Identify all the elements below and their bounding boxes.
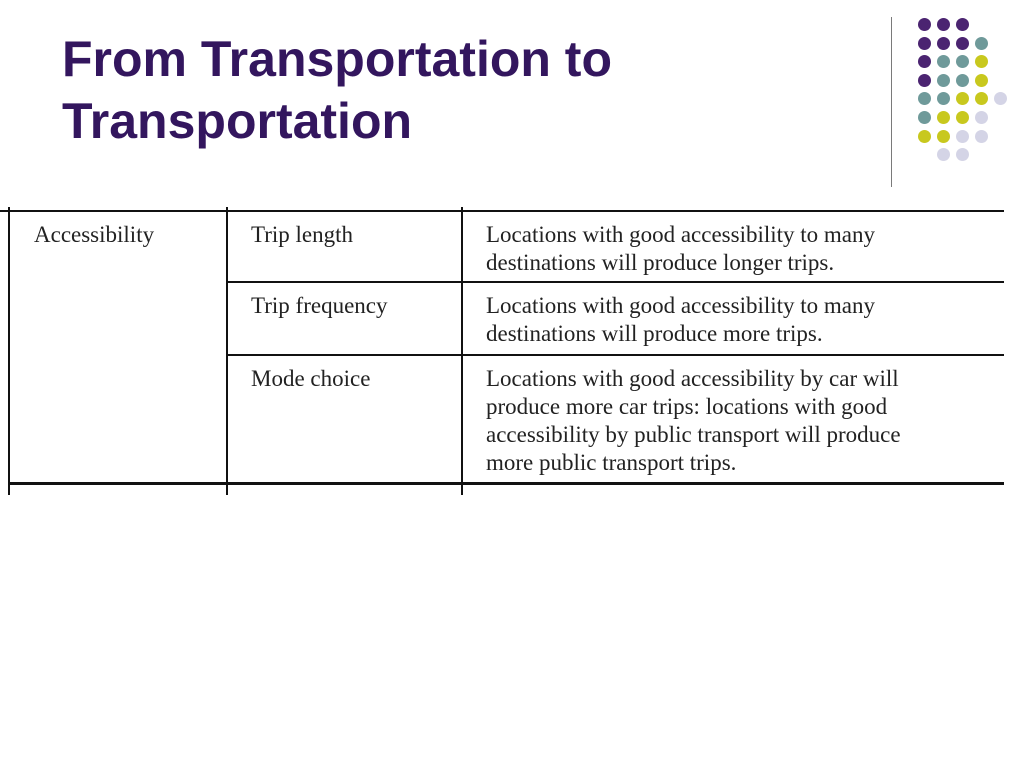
decorative-dot xyxy=(918,92,931,105)
decorative-dot xyxy=(918,18,931,31)
decorative-dot xyxy=(975,130,988,143)
decorative-dot xyxy=(937,18,950,31)
effect-line: Locations with good accessibility to many xyxy=(486,222,876,247)
decorative-dot xyxy=(956,18,969,31)
factor-cell-trip-frequency: Trip frequency xyxy=(251,293,388,318)
column-rule-3 xyxy=(461,207,463,495)
table-top-rule xyxy=(0,210,1004,212)
decorative-dot xyxy=(937,148,950,161)
effect-cell-trip-length xyxy=(486,221,875,277)
decorative-dot xyxy=(956,74,969,87)
effect-cell-trip-frequency xyxy=(486,292,875,348)
effect-line: accessibility by public transport will produce xyxy=(486,422,901,447)
decorative-dot xyxy=(956,37,969,50)
effect-line: more public transport trips. xyxy=(486,450,737,475)
effect-line: destinations will produce more trips. xyxy=(486,321,823,346)
decorative-dot xyxy=(937,92,950,105)
decorative-dot xyxy=(937,37,950,50)
decorative-dot xyxy=(975,111,988,124)
row-divider-2 xyxy=(227,354,1004,356)
decorative-dot xyxy=(975,92,988,105)
accessibility-table xyxy=(0,207,1004,497)
factor-cell-mode-choice: Mode choice xyxy=(251,366,371,391)
decorative-dot xyxy=(956,148,969,161)
decorative-dot xyxy=(937,111,950,124)
decorative-dot xyxy=(994,92,1007,105)
factor-cell-trip-length: Trip length xyxy=(251,222,354,247)
decorative-dot xyxy=(975,37,988,50)
decorative-dot xyxy=(956,92,969,105)
decorative-dot xyxy=(937,74,950,87)
decorative-dot xyxy=(937,130,950,143)
decorative-dot-grid xyxy=(0,0,1024,200)
decorative-dot xyxy=(956,130,969,143)
slide-title-line-1: From Transportation to xyxy=(62,31,612,87)
decorative-dot xyxy=(937,55,950,68)
decorative-dot xyxy=(975,55,988,68)
effect-cell-mode-choice xyxy=(486,365,901,477)
column-rule-2 xyxy=(226,207,228,495)
decorative-dot xyxy=(918,37,931,50)
decorative-dot xyxy=(956,55,969,68)
column-rule-left xyxy=(8,207,10,495)
table-bottom-rule xyxy=(8,482,1004,485)
decorative-dot xyxy=(918,111,931,124)
effect-line: destinations will produce longer trips. xyxy=(486,250,835,275)
effect-line: Locations with good accessibility by car will xyxy=(486,366,899,391)
category-cell: Accessibility xyxy=(34,222,155,247)
decorative-dot xyxy=(918,74,931,87)
effect-line: produce more car trips: locations with good xyxy=(486,394,888,419)
decorative-dot xyxy=(975,74,988,87)
effect-line: Locations with good accessibility to many xyxy=(486,293,876,318)
slide-title-line-2: Transportation xyxy=(62,93,413,149)
decorative-dot xyxy=(918,130,931,143)
decorative-dot xyxy=(956,111,969,124)
decorative-dot xyxy=(918,55,931,68)
row-divider-1 xyxy=(227,281,1004,283)
